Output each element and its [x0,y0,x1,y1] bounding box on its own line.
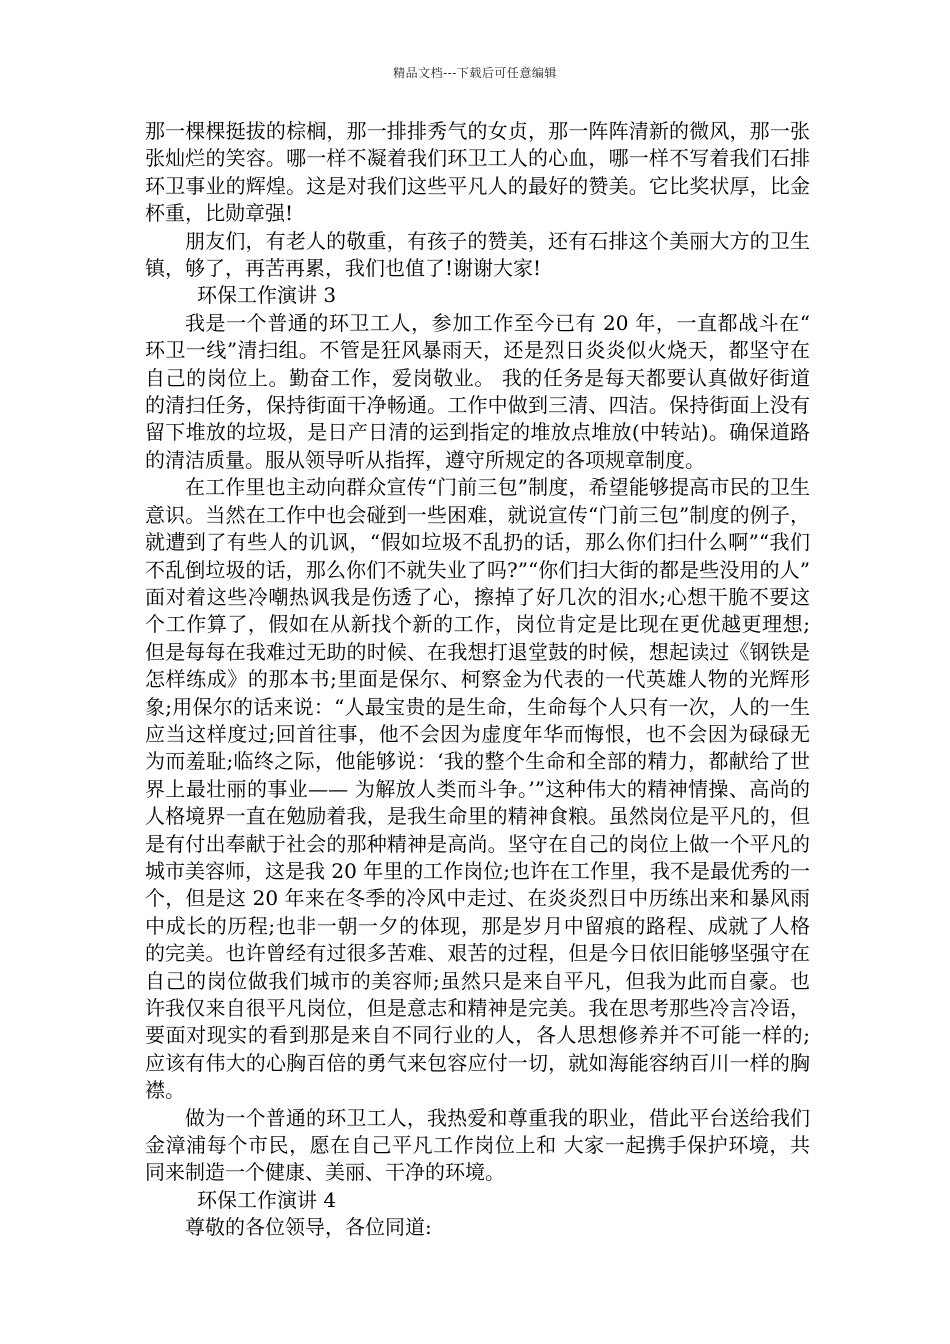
paragraph-4: 在工作里也主动向群众宣传“门前三包”制度，希望能够提高市民的卫生意识。当然在工作中也会碰到一些困难，就说宣传“门前三包”制度的例子，就遭到了有些人的讥讽，“假如垃圾不乱扔的话，那么你们扫什么啊”“我们不乱倒垃圾的话，那么你们不就失业了吗?”“你们扫大街的都是些没用的人”面对着这些冷嘲热讽我是伤透了心，擦掉了好几次的泪水;心想干脆不要这个工作算了，假如在从新找个新的工作，岗位肯定是比现在更优越更理想;但是每每在我难过无助的时候、在我想打退堂鼓的时候，想起读过《钢铁是怎样练成》的那本书;里面是保尔、柯察金为代表的一代英雄人物的光辉形象;用保尔的话来说：“人最宝贵的是生命，生命每个人只有一次，人的一生应当这样度过;回首往事，他不会因为虚度年华而悔恨，也不会因为碌碌无为而羞耻;临终之际，他能够说：‘我的整个生命和全部的精力，都献给了世界上最壮丽的事业—— 为解放人类而斗争。’”这种伟大的精神情操、高尚的人格境界一直在勉励着我，是我生命里的精神食粮。虽然岗位是平凡的，但是有付出奉献于社会的那种精神是高尚。坚守在自己的岗位上做一个平凡的城市美容师，这是我 20 年里的工作岗位;也许在工作里，我不是最优秀的一个，但是这 20 年来在冬季的冷风中走过、在炎炎烈日中历练出来和暴风雨中成长的历程;也非一朝一夕的体现，那是岁月中留痕的路程、成就了人格的完美。也许曾经有过很多苦难、艰苦的过程，但是今日依旧能够坚强守在自己的岗位做我们城市的美容师;虽然只是来自平凡，但我为此而自豪。也许我仅来自很平凡岗位，但是意志和精神是完美。我在思考那些冷言冷语，要面对现实的看到那是来自不同行业的人，各人思想修养并不可能一样的;应该有伟大的心胸百倍的勇气来包容应付一切，就如海能容纳百川一样的胸襟。 [145,475,810,1103]
paragraph-2: 朋友们，有老人的敬重，有孩子的赞美，还有石排这个美丽大方的卫生镇，够了，再苦再累，我们也值了!谢谢大家! [145,228,810,281]
paragraph-1: 那一棵棵挺拔的棕榈，那一排排秀气的女贞，那一阵阵清新的微风，那一张张灿烂的笑容。哪一样不凝着我们环卫工人的心血，哪一样不写着我们石排环卫事业的辉煌。这是对我们这些平凡人的最好的赞美。它比奖状厚，比金杯重，比勋章强! [145,119,810,226]
document-body [145,118,810,1242]
paragraph-6: 尊敬的各位领导，各位同道: [185,1215,432,1240]
page-header-note: 精品文档---下载后可任意编辑 [393,66,557,80]
paragraph-5: 做为一个普通的环卫工人，我热爱和尊重我的职业，借此平台送给我们金漳浦每个市民，愿在自己平凡工作岗位上和 大家一起携手保护环境，共同来制造一个健康、美丽、干净的环境。 [145,1105,810,1185]
section-heading-3: 环保工作演讲 3 [197,283,337,308]
paragraph-3: 我是一个普通的环卫工人，参加工作至今已有 20 年，一直都战斗在“环卫一线”清扫组。不管是狂风暴雨天，还是烈日炎炎似火烧天，都坚守在自己的岗位上。勤奋工作，爱岗敬业。 我的任务是每天都要认真做好街道的清扫任务，保持街面干净畅通。工作中做到三清、四洁。保持街面上没有留下堆放的垃圾，是日产日清的运到指定的堆放点堆放(中转站)。确保道路的清洁质量。服从领导听从指挥，遵守所规定的各项规章制度。 [145,310,810,472]
section-heading-4: 环保工作演讲 4 [197,1187,337,1212]
